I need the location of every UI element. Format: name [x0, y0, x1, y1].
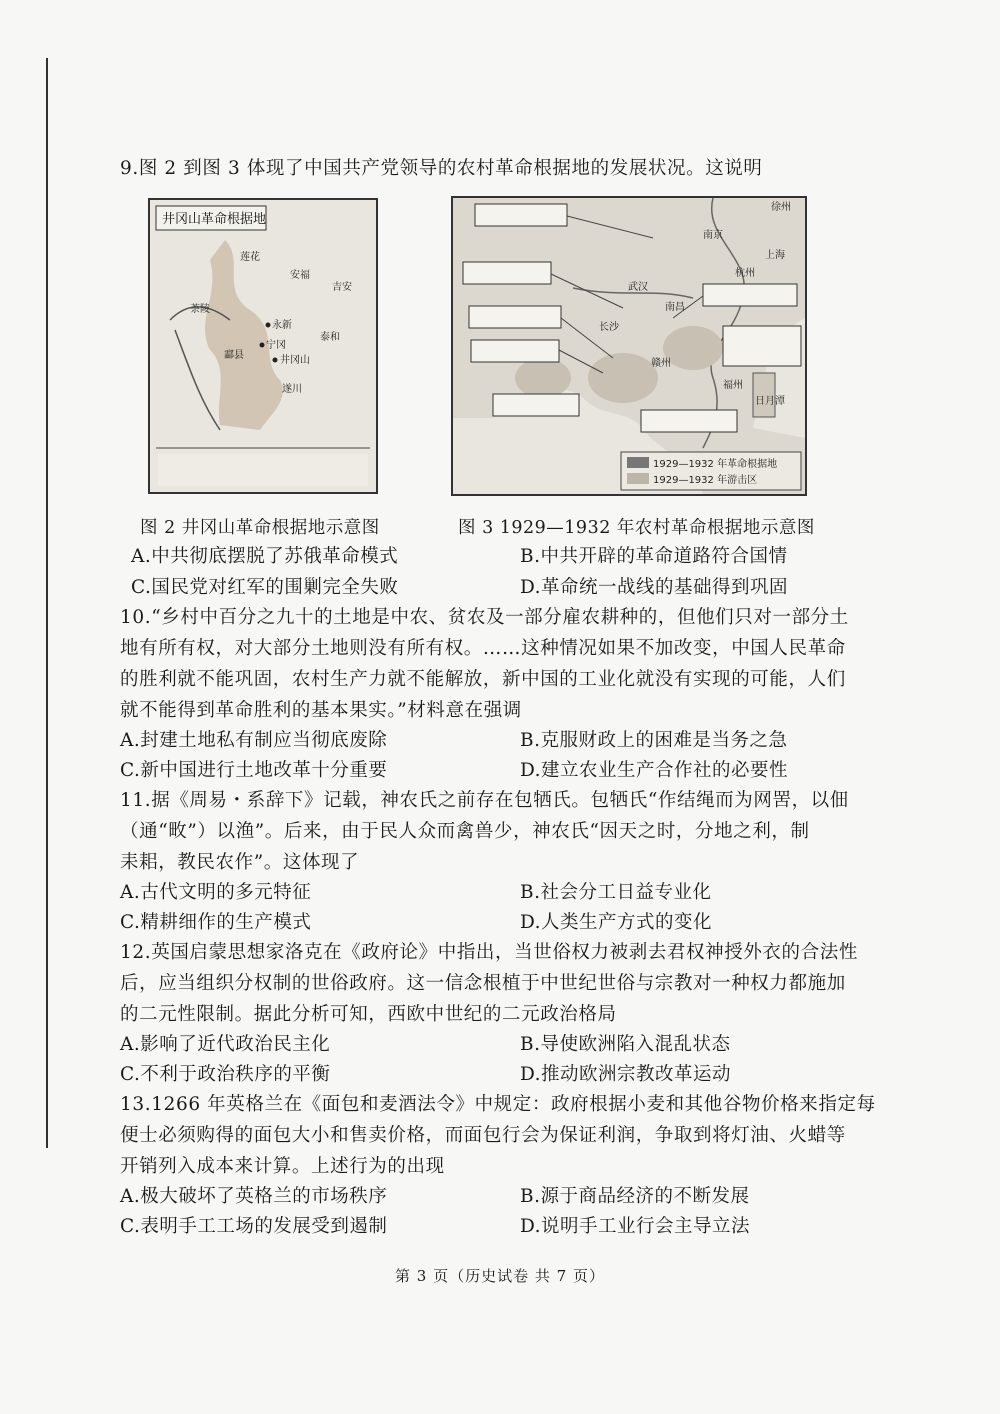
q11-line-2: （通“畋”）以渔”。后来，由于民人众而禽兽少，神农氏“因天之时，分地之利，制: [120, 821, 810, 842]
q9-option-d: D.革命统一战线的基础得到巩固: [520, 577, 789, 598]
q12-option-a: A.影响了近代政治民主化: [120, 1034, 331, 1055]
fig3-label-hangzhou: 杭州: [735, 268, 755, 279]
q9-option-c: C.国民党对红军的围剿完全失败: [131, 577, 399, 598]
figure-2-title: 井冈山革命根据地: [162, 212, 267, 227]
figure-2-map: [148, 198, 378, 494]
fig2-place-taihe: 泰和: [320, 332, 340, 343]
q11-line-1: 11.据《周易・系辞下》记载，神农氏之前存在包牺氏。包牺氏“作结绳而为网罟，以佃: [120, 790, 849, 811]
q10-option-c: C.新中国进行土地改革十分重要: [120, 760, 388, 781]
fig3-label-nanjing: 南京: [703, 230, 723, 241]
q9-option-a: A.中共彻底摆脱了苏俄革命模式: [131, 546, 399, 567]
fig3-legend-guerrilla: 1929—1932 年游击区: [653, 475, 758, 486]
q10-line-1: 10.“乡村中百分之九十的土地是中农、贫农及一部分雇农耕种的，但他们只对一部分土: [120, 607, 849, 628]
q12-option-d: D.推动欧洲宗教改革运动: [520, 1064, 732, 1085]
figure-3-svg: [453, 198, 805, 494]
q12-line-3: 的二元性限制。据此分析可知，西欧中世纪的二元政治格局: [120, 1004, 617, 1025]
fig3-label-ganzhou: 赣州: [651, 358, 671, 369]
fig2-place-anfu: 安福: [290, 270, 310, 281]
fig2-place-jian: 吉安: [332, 282, 352, 293]
fig2-place-suichuan: 遂川: [282, 384, 302, 395]
q10-line-2: 地有所有权，对大部分土地则没有所有权。……这种情况如果不加改变，中国人民革命: [120, 638, 846, 659]
fig2-place-jinggangshan: 井冈山: [280, 355, 310, 366]
q10-line-3: 的胜利就不能巩固，农村生产力就不能解放，新中国的工业化就没有实现的可能，人们: [120, 669, 846, 690]
q12-line-2: 后，应当组织分权制的世俗政府。这一信念根植于中世纪世俗与宗教对一种权力都施加: [120, 973, 846, 994]
fig2-place-lianhua: 莲花: [240, 252, 260, 263]
figure-3-map: [451, 196, 807, 496]
q10-option-b: B.克服财政上的困难是当务之急: [520, 730, 788, 751]
q13-line-3: 开销列入成本来计算。上述行为的出现: [120, 1156, 445, 1177]
fig3-label-changsha: 长沙: [599, 322, 619, 333]
q9-stem: 9.图 2 到图 3 体现了中国共产党领导的农村革命根据地的发展状况。这说明: [120, 158, 763, 179]
fig2-place-chaling: 茶陵: [190, 304, 210, 315]
page-footer: 第 3 页（历史试卷 共 7 页）: [395, 1267, 605, 1285]
q10-line-4: 就不能得到革命胜利的基本果实。”材料意在强调: [120, 700, 522, 721]
q11-option-b: B.社会分工日益专业化: [520, 882, 712, 903]
q12-line-1: 12.英国启蒙思想家洛克在《政府论》中指出，当世俗权力被剥去君权神授外衣的合法性: [120, 942, 858, 963]
q11-line-3: 耒耜，教民农作”。这体现了: [120, 852, 360, 873]
fig3-label-taiwan: 日月潭: [755, 396, 785, 407]
q11-option-d: D.人类生产方式的变化: [520, 912, 713, 933]
q10-option-a: A.封建土地私有制应当彻底废除: [120, 730, 388, 751]
fig3-label-fuzhou: 福州: [723, 380, 743, 391]
q11-option-c: C.精耕细作的生产模式: [120, 912, 312, 933]
q10-option-d: D.建立农业生产合作社的必要性: [520, 760, 789, 781]
fig3-label-nanchang: 南昌: [665, 302, 685, 313]
fig3-legend-base: 1929—1932 年革命根据地: [653, 459, 778, 470]
figure-2-svg: [150, 200, 376, 492]
q12-option-b: B.导使欧洲陷入混乱状态: [520, 1034, 731, 1055]
q13-option-a: A.极大破坏了英格兰的市场秩序: [120, 1186, 388, 1207]
figure-2-caption: 图 2 井冈山革命根据地示意图: [140, 518, 380, 538]
q13-line-2: 便士必须购得的面包大小和售卖价格，而面包行会为保证利润，争取到将灯油、火蜡等: [120, 1125, 846, 1146]
q9-option-b: B.中共开辟的革命道路符合国情: [520, 546, 788, 567]
q13-option-b: B.源于商品经济的不断发展: [520, 1186, 750, 1207]
q12-option-c: C.不利于政治秩序的平衡: [120, 1064, 331, 1085]
fig3-label-shanghai: 上海: [765, 250, 785, 261]
fig2-place-yongxin: 永新: [272, 320, 292, 331]
binding-margin-line: [46, 58, 48, 1148]
fig2-place-ninggang: 宁冈: [266, 340, 286, 351]
figure-3-caption: 图 3 1929—1932 年农村革命根据地示意图: [458, 518, 815, 538]
fig3-label-xuzhou: 徐州: [771, 202, 791, 213]
q13-option-d: D.说明手工业行会主导立法: [520, 1216, 751, 1237]
q11-option-a: A.古代文明的多元特征: [120, 882, 312, 903]
fig2-place-lingxian: 酃县: [224, 350, 244, 361]
fig3-label-wuhan: 武汉: [628, 282, 648, 293]
q13-option-c: C.表明手工工场的发展受到遏制: [120, 1216, 388, 1237]
q13-line-1: 13.1266 年英格兰在《面包和麦酒法令》中规定：政府根据小麦和其他谷物价格来指定每: [120, 1094, 876, 1115]
